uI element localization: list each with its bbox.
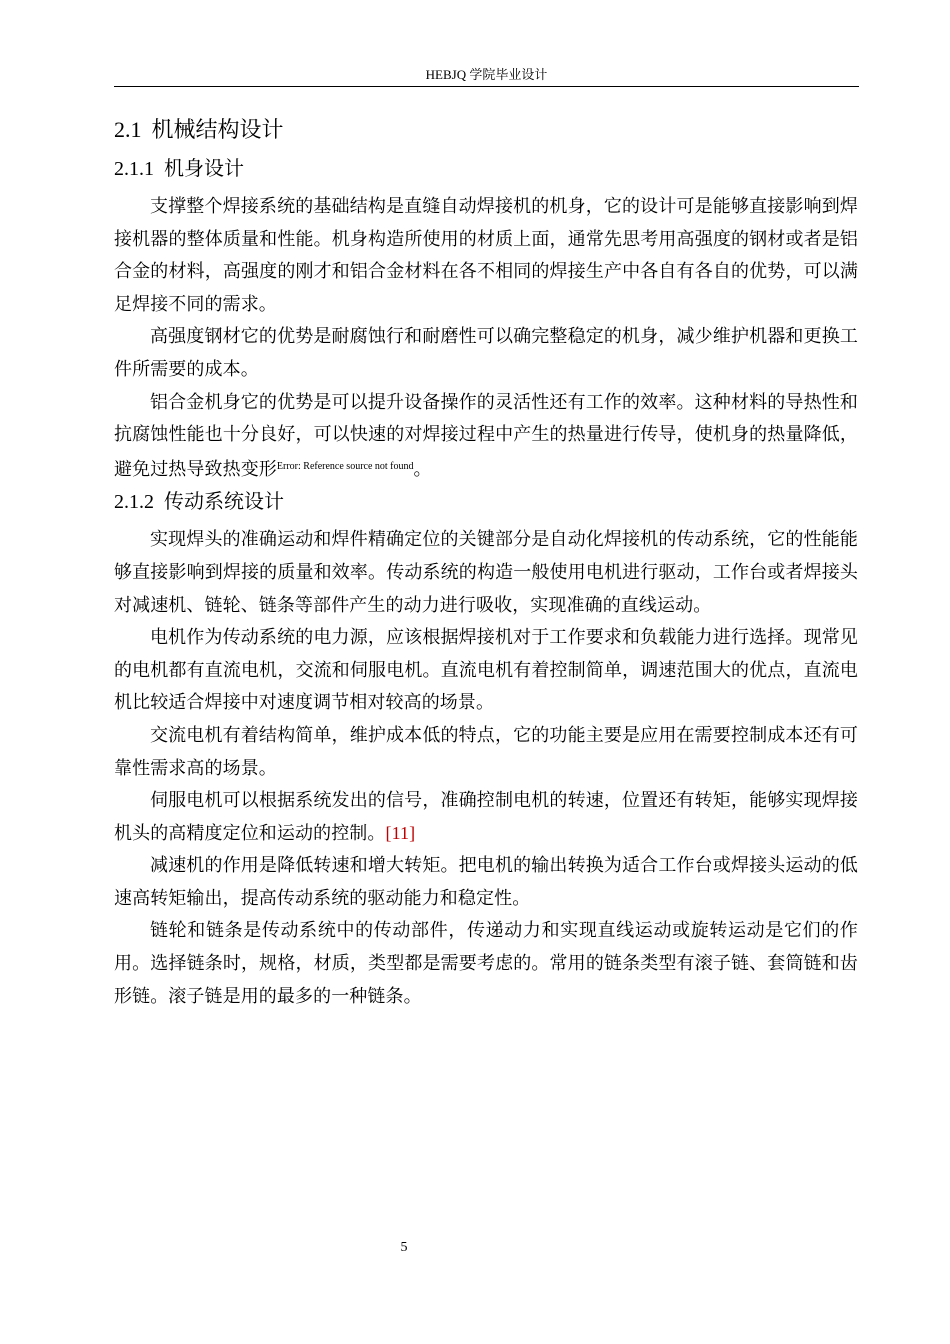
page-header: HEBJQ 学院毕业设计: [425, 67, 548, 82]
citation-link[interactable]: [11]: [385, 822, 416, 843]
paragraph: 实现焊头的准确运动和焊件精确定位的关键部分是自动化焊接机的传动系统，它的性能能够直接影响到焊接的质量和效率。传动系统的构造一般使用电机进行驱动，工作台或者焊接头对减速机、链轮、链条等部件产生的动力进行吸收，实现准确的直线运动。: [114, 529, 858, 615]
subsection-number: 2.1.1: [114, 158, 154, 180]
subsection-title: 传动系统设计: [164, 491, 284, 514]
subsection-heading-1: [114, 152, 858, 190]
paragraph: 支撑整个焊接系统的基础结构是直缝自动焊接机的机身，它的设计可是能够直接影响到焊接机器的整体质量和性能。机身构造所使用的材质上面，通常先思考用高强度的钢材或者是铝合金的材料，高强度的刚才和铝合金材料在各不相同的焊接生产中各自有各自的优势，可以满足焊接不同的需求。: [114, 196, 858, 314]
section-title: 机械结构设计: [151, 117, 284, 142]
subsection-title: 机身设计: [164, 158, 244, 180]
paragraph: 电机作为传动系统的电力源，应该根据焊接机对于工作要求和负载能力进行选择。现常见的电机都有直流电机，交流和伺服电机。直流电机有着控制简单，调速范围大的优点，直流电机比较适合焊接中对速度调节相对较高的场景。: [114, 627, 858, 713]
document-body: [114, 112, 858, 1012]
subsection-number: 2.1.2: [114, 491, 154, 514]
paragraph: 链轮和链条是传动系统中的传动部件，传递动力和实现直线运动或旋转运动是它们的作用。选择链条时，规格，材质，类型都是需要考虑的。常用的链条类型有滚子链、套筒链和齿形链。滚子链是用的最多的一种链条。: [114, 920, 858, 1006]
section-number: 2.1: [114, 117, 142, 142]
paragraph: [114, 386, 858, 486]
paragraph: 减速机的作用是降低转速和增大转矩。把电机的输出转换为适合工作台或焊接头运动的低速高转矩输出，提高传动系统的驱动能力和稳定性。: [114, 855, 858, 908]
header-rule: [114, 86, 859, 87]
section-heading: [114, 112, 858, 152]
paragraph-text: 伺服电机可以根据系统发出的信号，准确控制电机的转速，位置还有转矩，能够实现焊接机头的高精度定位和运动的控制。: [114, 790, 858, 843]
paragraph: 交流电机有着结构简单，维护成本低的特点，它的功能主要是应用在需要控制成本还有可靠性需求高的场景。: [114, 724, 858, 778]
paragraph: 高强度钢材它的优势是耐腐蚀行和耐磨性可以确完整稳定的机身，减少维护机器和更换工件所需要的成本。: [114, 326, 858, 379]
reference-error: Error: Reference source not found: [276, 460, 414, 472]
paragraph-text: 铝合金机身它的优势是可以提升设备操作的灵活性还有工作的效率。这种材料的导热性和抗腐蚀性能也十分良好，可以快速的对焊接过程中产生的热量进行传导，使机身的热量降低，避免过热导致热变形: [114, 391, 858, 479]
paragraph: [114, 784, 858, 849]
end-punctuation: 。: [413, 458, 432, 479]
subsection-heading-2: [114, 485, 858, 523]
page-number: 5: [400, 1240, 408, 1255]
